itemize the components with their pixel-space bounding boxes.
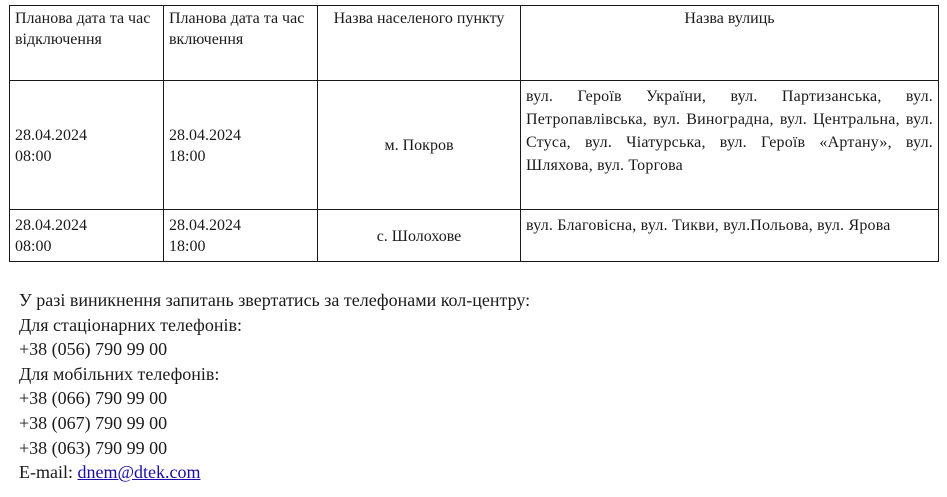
header-planned-off: Планова дата та час відключення xyxy=(10,6,164,81)
email-link[interactable]: dnem@dtek.com xyxy=(77,462,201,483)
on-date: 28.04.2024 xyxy=(169,126,241,144)
contact-info xyxy=(19,288,530,485)
table-row xyxy=(10,81,939,210)
email-line xyxy=(19,460,530,485)
table-header-row xyxy=(10,6,939,81)
on-time: 18:00 xyxy=(169,147,206,165)
mobile-label: Для мобільних телефонів: xyxy=(19,363,220,384)
header-planned-on: Планова дата та час включення xyxy=(164,6,318,81)
landline-label: Для стаціонарних телефонів: xyxy=(19,314,242,335)
mobile-phone: +38 (066) 790 99 00 xyxy=(19,388,168,409)
header-settlement: Назва населеного пункту xyxy=(318,6,521,81)
streets-cell: вул. Героїв України, вул. Партизанська, вул. Петропавлівська, вул. Виноградна, вул. Центральна, вул. Стуса, вул. Чіатурська, вул. Героїв «Артану», вул. Шляхова, вул. Торгова xyxy=(521,81,939,210)
off-datetime-cell xyxy=(10,81,164,210)
mobile-phone: +38 (067) 790 99 00 xyxy=(19,412,168,433)
settlement-cell: с. Шолохове xyxy=(318,210,521,262)
mobile-phone: +38 (063) 790 99 00 xyxy=(19,437,168,458)
table-row xyxy=(10,210,939,262)
landline-phone: +38 (056) 790 99 00 xyxy=(19,339,168,360)
off-time: 08:00 xyxy=(15,238,52,255)
settlement-cell: м. Покров xyxy=(318,81,521,210)
off-time: 08:00 xyxy=(15,147,52,165)
off-date: 28.04.2024 xyxy=(15,217,87,234)
email-label: E-mail: xyxy=(19,462,78,483)
contact-intro: У разі виникнення запитань звертатись за телефонами кол-центру: xyxy=(19,290,531,310)
on-date: 28.04.2024 xyxy=(169,217,241,234)
outage-schedule-table xyxy=(9,5,939,262)
streets-cell: вул. Благовісна, вул. Тикви, вул.Польова, вул. Ярова xyxy=(521,210,939,262)
on-datetime-cell xyxy=(164,81,318,210)
on-time: 18:00 xyxy=(169,238,206,255)
off-datetime-cell xyxy=(10,210,164,262)
header-streets: Назва вулиць xyxy=(521,6,939,81)
off-date: 28.04.2024 xyxy=(15,126,87,144)
on-datetime-cell xyxy=(164,210,318,262)
